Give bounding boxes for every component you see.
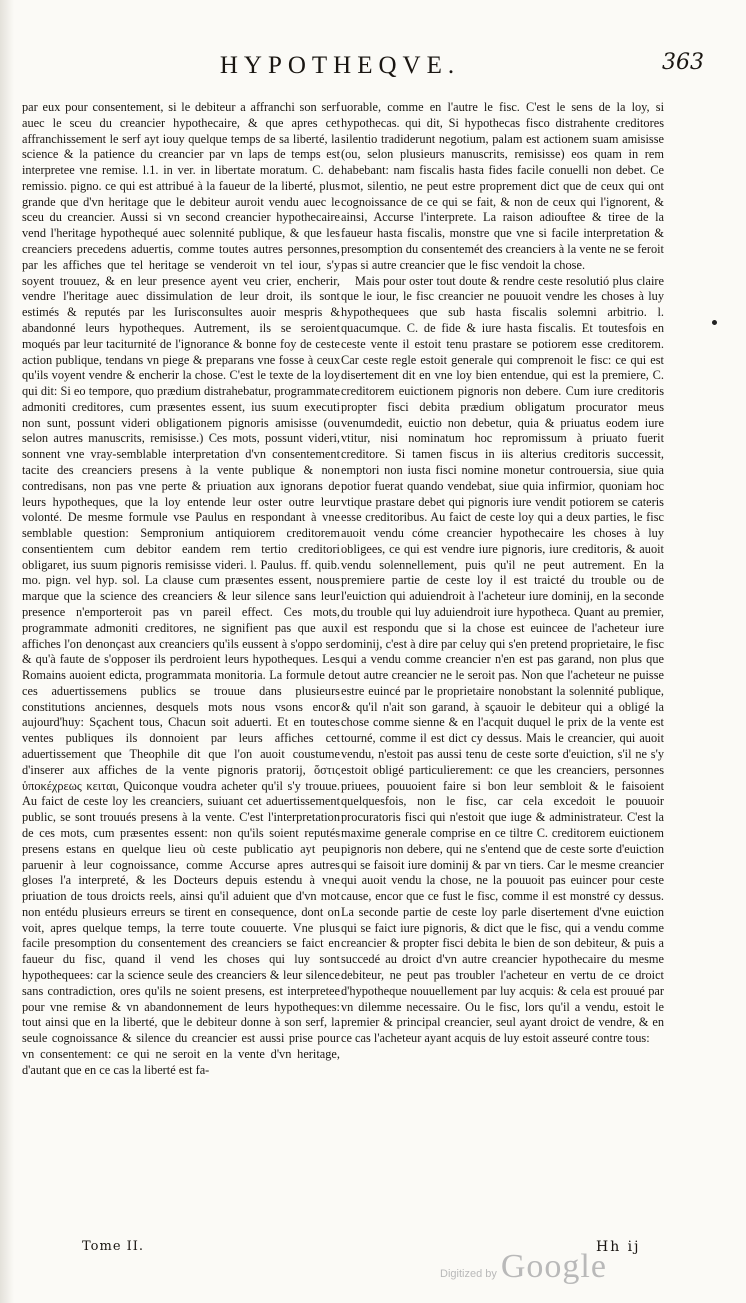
running-title: HYPOTHEQVE. [219, 52, 461, 79]
google-logo: Google [500, 1248, 607, 1285]
footer-signature-mark: Hh ij [596, 1239, 641, 1255]
digitized-watermark [440, 1248, 607, 1286]
page-number: 363 [662, 50, 704, 75]
footer-volume: Tome II. [82, 1239, 145, 1254]
left-paragraph-1: par eux pour consentement, si le debiteur a affranchi son serf auec le sceu du creancier hypothecaire, & que apres cet affranchissement le serf ayt iouy quelque temps de sa liberté, la science & la patience du creancier par vn laps de temps est interpretee vne remise. l.1. in ver. in libertate moratum. C. de remissio. pigno. ce qui est attribué à la faueur de la liberté, plus grande que d'vn heritage que le debiteur auroit vendu auec le sceu du creancier. Aussi si vn second creancier hypothecaire vend l'heritage hypothequé auec solennité publique, & que les creanciers precedens aduertis, comme toutes autres personnes, par les affiches que tel heritage se venderoit vn tel iour, s'y soyent trouuez, & en leur presence ayent veu crier, encherir, vendre l'heritage auec dissimulation de leur droit, ils sont estimés & reputés par les Iurisconsultes auoir mespris & abandonné leurs hypotheques. Autrement, ils se seroient moqués par leur taciturnité de l'ignorance & bonne foy de ceste action publique, tendans vn piege & preparans vne fosse à ceux qu'ils voyent vendre & encherir la chose. C'est le texte de la loy qui dit: Si eo tempore, quo prædium distrahebatur, programmate admoniti creditores, cum præsentes essent, ius suum executi non sunt, possunt videri obligationem pignoris amisisse (ou selon autres manuscrits, remisisse.) Ces mots, possunt videri, sonnent vne vray-semblable interpretation d'vn consentement tacite des creanciers presens à la vente publique & non contredisans, non pas vne perte & priuation aux ignorans de leurs hypotheques, que la loy entende leur oster outre leur volonté. De mesme formule vse Paulus en respondant à vne semblable question: Sempronium antiquiorem creditorem consentientem cum debitor eandem rem tertio creditori obligaret, ius suum pignoris remisisse videri. l. Paulus. ff. quib. mo. pign. vel hyp. sol. La clause cum præsentes essent, nous marque que la science des creanciers & leur silence sans leur presence n'emporteroit pas vn pareil effect. Ces mots, programmate admoniti creditores, ne signifient pas que aux affiches l'on denonçast aux creanciers qu'ils eussent à s'oppo ser & qu'à faute de s'opposer ils perdroient leurs hypotheques. Les Romains auoient edicta, programmata monitoria. La formule de ces aduertissemens publics se trouue dans plusieurs constitutions anciennes, desquels mots nous vsons encor aujourd'huy: Sçachent tous, Chacun soit aduerti. Et en toutes ventes publiques ils donnoient par leurs affiches cet aduertissement que Theophile dit que l'on auoit coustume d'inserer aux affiches de la vente pignoris pratorij, ὅστις ὑποκέχρεως κειται, Quiconque voudra acheter qu'il s'y trouue. Au faict de ceste loy les creanciers, suiuant cet aduertissement public, se sont trouués presens à la vente. C'est l'interpretation de ces mots, cum præsentes essent: non qu'ils soient reputés presens estans en quelque lieu où ceste publicatio ayt peu paruenir à leur cognoissance, comme Accurse apres autres gloses l'a interpreté, & les Docteurs depuis estendu à vne priuation de tous droicts reels, ainsi qu'il aduient que d'vn mot non entédu plusieurs erreurs se tirent en consequence, dont on voit, apres quelque temps, la terre toute couuerte. Vne plus facile presomption du consentement des creanciers se faict en faueur du fisc, quand il vend les choses qui luy sont hypothequees: car la science seule des creanciers & leur silence sans contradiction, ores qu'ils ne soient presens, est interpretee pour vne remise & vn abandonnement de leurs hypotheques: tout ainsi que en la liberté, que le debiteur donne à son serf, la seule cognoissance & silence du creancier est aussi prise pour vn consentement: ce qui ne seroit en la vente d'vn heritage, d'autant que en ce cas la liberté est fa- [22, 100, 340, 1077]
right-paragraph-1: uorable, comme en l'autre le fisc. C'est le sens de la loy, si hypothecas. qui dit, Si hypothecas fisco distrahente creditores silentio tradiderunt negotium, palam est actionem suam amisisse (ou, selon plusieurs manuscrits, remisisse) eos quam in rem habebant: nam fiscalis hasta fides facile conuelli non debet. Ce mot, silentio, ne peut estre proprement dict que de ceux qui ont cognoissance de ce qui se fait, & non de ceux qui l'ignorent, & ainsi, Accurse l'interprete. La raison adiouftee & tiree de la faueur hasta fiscalis, monstre que vne si facile interpretation & presomption du consentemét des creanciers à la vente ne se feroit pas si autre creancier que le fisc vendoit la chose. [341, 100, 664, 272]
right-paragraph-2: Mais pour oster tout doute & rendre ceste resolutió plus claire que le iour, le fisc creancier ne pouuoit vendre les choses à luy hypothequees que sub hasta fiscalis solemni arbitrio. l. quacumque. C. de fide & iure hasta fiscalis. Et toutesfois en ceste vente il estoit tenu prastare se potiorem esse creditorem. Car ceste regle estoit generale qui comprenoit le fisc: ce qui est disertement dit en vne loy bien entendue, qui est la premiere, C. creditorem euictionem pignoris non debere. Cum iure creditoris propter fisci debita prædium obligatum procurator meus venumdedit, euictio non debetur, quia & priuatus eodem iure vtitur, nisi nominatum hoc repromissum à priuato fuerit creditore. Si tamen fiscus in iis alterius creditoris successit, emptori non iusta fisci nomine monetur controuersia, siue quia potior fuerat quando vendebat, siue quia infirmior, quoniam hoc vtique prastare debet qui pignoris iure vendit potiorem se cateris esse creditoribus. Au faict de ceste loy qui a deux parties, le fisc auoit vendu cóme creancier hypothecaire les choses à luy obligees, ce qui est vendre iure pignoris, iure creditoris, & auoit vendu solennellement, puis qu'il ne peut autrement. En la premiere partie de ceste loy il est traicté du trouble ou de l'euiction qui aduiendroit à l'acheteur iure dominij, en la seconde du trouble qui luy aduiendroit iure hypotheca. Quant au premier, il est respondu que si la chose est euincee de l'acheteur iure dominij, c'est à dire par celuy qui s'en pretend proprietaire, le fisc qui a vendu comme creancier n'en est pas garand, non plus que tout autre creancier ne le seroit pas. Non que l'acheteur ne puisse estre euincé par le proprietaire nonobstant la solennité publique, & qu'il n'ait son garand, à sçauoir le debiteur qui a obligé la chose comme sienne & en l'acquit duquel le prix de la vente est tourné, comme il est dict cy dessus. Mais le creancier, qui auoit vendu, n'estoit pas aussi tenu de ceste sorte d'euiction, s'il ne s'y estoit obligé particulierement: ce que les creanciers, personnes priuees, pouuoient faire si bon leur sembloit & le faisoient quelquesfois, non le fisc, car cela excedoit le pouuoir procuratoris fisci qui n'estoit que iuge & administrateur. C'est la maxime generale comprise en ce tiltre C. creditorem euictionem pignoris non debere, qui ne s'entend que de ceste sorte d'euiction qui se faisoit iure dominij & par vn tiers. Car le mesme creancier qui auoit vendu la chose, ne la pouuoit pas euincer pour ceste cause, encor que ce fust le fisc, comme il est monstré cy dessus. La seconde partie de ceste loy parle disertement d'vne euiction qui se faict iure pignoris, & dict que le fisc, qui a vendu comme creancier & propter fisci debita le bien de son debiteur, & puis a succedé au droict d'vn autre creancier hypothecaire du mesme debiteur, ne peut pas troubler l'acheteur en vertu de ce droict d'hypotheque nouuellement par luy acquis: & cela est prouué par vn dilemme necessaire. Ou le fisc, lors qu'il a vendu, estoit le premier & principal creancier, seul ayant droict de vendre, & en ce cas l'acheteur ayant acquis de luy estoit asseuré contre tous: [341, 273, 664, 1046]
left-text-column [22, 100, 340, 1078]
right-text-column [341, 100, 664, 1047]
watermark-prefix: Digitized by [440, 1268, 497, 1280]
ink-speck [711, 319, 718, 326]
gutter-shadow [0, 0, 14, 1303]
